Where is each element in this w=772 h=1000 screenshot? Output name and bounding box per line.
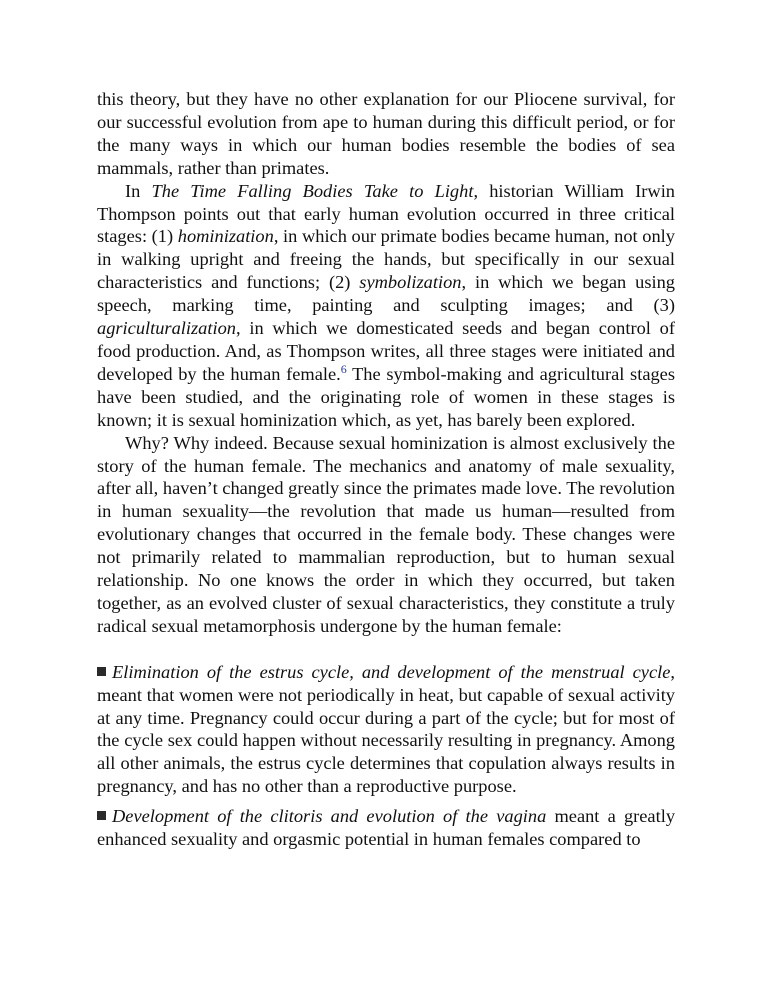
text-run: , in which we began using speech, marking time, painting and sculpting images; and (3) bbox=[97, 272, 675, 316]
book-title: The Time Falling Bodies Take to Light bbox=[151, 180, 474, 201]
text-run: The symbol-making and agricultural stages have been studied, and the originating role of women in these stages is known; it is sexual hominization which, as yet, has barely been explored. bbox=[97, 363, 675, 430]
bullet-text: , meant that women were not periodically in heat, but capable of sexual activity at any time. Pregnancy could occur during a part of the cycle; but for most of the cycle sex could happen without necessarily resulting in pregnancy. Among all other animals, the estrus cycle determines that copulation always results in pregnancy, and has no other than a reproductive purpose. bbox=[97, 661, 675, 797]
bullet-lead: Elimination of the estrus cycle, and development of the menstrual cycle bbox=[112, 661, 671, 682]
square-bullet-icon bbox=[97, 811, 106, 820]
bullet-text: meant a greatly enhanced sexuality and orgasmic potential in human females compared to bbox=[97, 806, 676, 850]
text-run: , in which we domesticated seeds and began control of food production. And, as Thompson writes, all three stages were initiated and developed by the human female. bbox=[97, 318, 675, 384]
term-hominization: hominization bbox=[177, 226, 274, 247]
bullet-item-clitoris bbox=[97, 805, 675, 851]
footnote-reference[interactable]: 6 bbox=[340, 361, 347, 376]
term-agriculturalization: agriculturalization bbox=[97, 318, 236, 339]
bullet-lead: Development of the clitoris and evolution of the vagina bbox=[112, 806, 547, 827]
paragraph-pliocene-survival: this theory, but they have no other explanation for our Pliocene survival, for our successful evolution from ape to human during this difficult period, or for the many ways in which our human bodies resemble the bodies of sea mammals, rather than primates. bbox=[97, 89, 675, 178]
paragraph-three-stages bbox=[97, 180, 675, 432]
text-run: , historian William Irwin Thompson points out that early human evolution occurred in three critical stages: (1) bbox=[97, 180, 676, 247]
page-body bbox=[97, 88, 675, 851]
bullet-item-estrus bbox=[97, 661, 675, 798]
square-bullet-icon bbox=[97, 667, 106, 676]
section-spacer bbox=[97, 638, 675, 661]
text-run: In bbox=[125, 180, 152, 201]
term-symbolization: symbolization bbox=[359, 272, 462, 293]
paragraph-sexual-hominization: Why? Why indeed. Because sexual hominization is almost exclusively the story of the human female. The mechanics and anatomy of male sexuality, after all, haven’t changed greatly since the primates made love. The revolution in human sexuality—the revolution that made us human—resulted from evolutionary changes that occurred in the female body. These changes were not primarily related to mammalian reproduction, but to human sexual relationship. No one knows the order in which they occurred, but taken together, as an evolved cluster of sexual characteristics, they constitute a truly radical sexual metamorphosis undergone by the human female: bbox=[97, 432, 675, 636]
text-run: , in which our primate bodies became human, not only in walking upright and freeing the hands, but specifically in our sexual characteristics and functions; (2) bbox=[97, 226, 675, 293]
